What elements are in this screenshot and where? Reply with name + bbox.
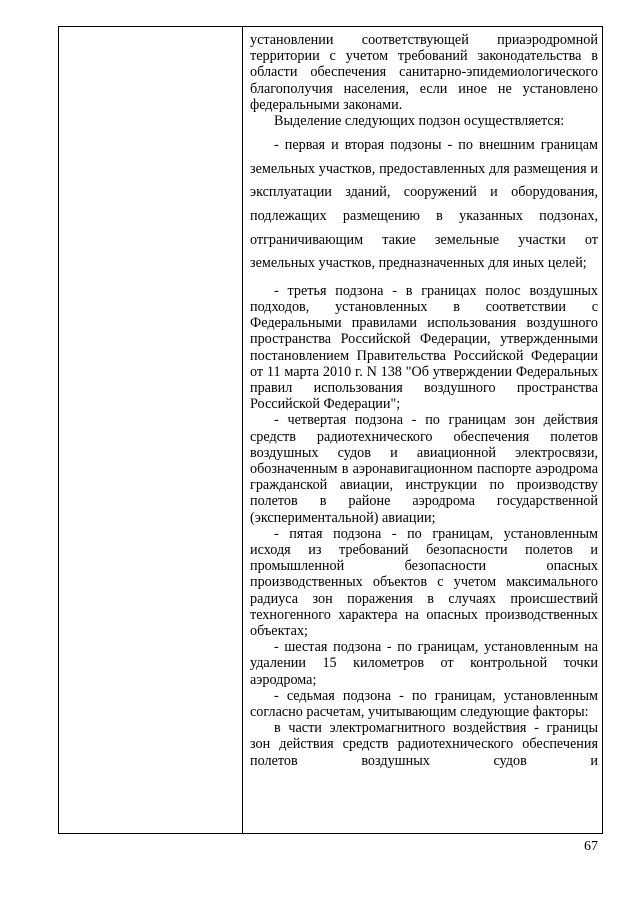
paragraph-2: Выделение следующих подзон осуществляется:: [274, 113, 565, 130]
paragraph-5: - четвертая подзона - по границам зон действия средств радиотехнического обеспечения полетов воздушных судов и авиационной электросвязи, обозначенным в аэронавигационном паспорте аэродрома гражданской авиации, инструкции по производству полетов в районе аэродрома государственной (экспериментальной) авиации;: [250, 412, 598, 526]
page-number: 67: [584, 839, 598, 854]
paragraph-7: - шестая подзона - по границам, установленным на удалении 15 километров от контрольной точки аэродрома;: [250, 639, 598, 688]
paragraph-9: в части электромагнитного воздействия - границы зон действия средств радиотехнического обеспечения полетов воздушных судов и: [250, 720, 598, 769]
table-cell-left: [59, 27, 241, 833]
column-divider: [242, 26, 243, 834]
paragraph-4: - третья подзона - в границах полос воздушных подходов, установленных в соответствии с Федеральными правилами использования воздушного пространства Российской Федерации, утвержденными постановлением Правительства Российской Федерации от 11 марта 2010 г. N 138 "Об утверждении Федеральных правил использования воздушного пространства Российской Федерации";: [250, 282, 598, 413]
paragraph-8: - седьмая подзона - по границам, установленным согласно расчетам, учитывающим следующие факторы:: [250, 687, 598, 721]
paragraph-1: установлении соответствующей приаэродромной территории с учетом требований законодательства в области обеспечения санитарно-эпидемиологического благополучия населения, если иное не установлено федеральными законами.: [250, 32, 598, 113]
paragraph-6: - пятая подзона - по границам, установленным исходя из требований безопасности полетов и промышленной безопасности опасных производственных объектов с учетом максимального радиуса зон поражения в случаях происшествий техногенного характера на опасных производственных объектах;: [250, 525, 598, 640]
paragraph-3: - первая и вторая подзоны - по внешним границам земельных участков, предоставленных для размещения и эксплуатации зданий, сооружений и оборудования, подлежащих размещению в указанных подзонах, отграничивающим такие земельные участки от земельных участков, предназначенных для иных целей;: [250, 137, 598, 272]
table-cell-right: [250, 32, 598, 769]
